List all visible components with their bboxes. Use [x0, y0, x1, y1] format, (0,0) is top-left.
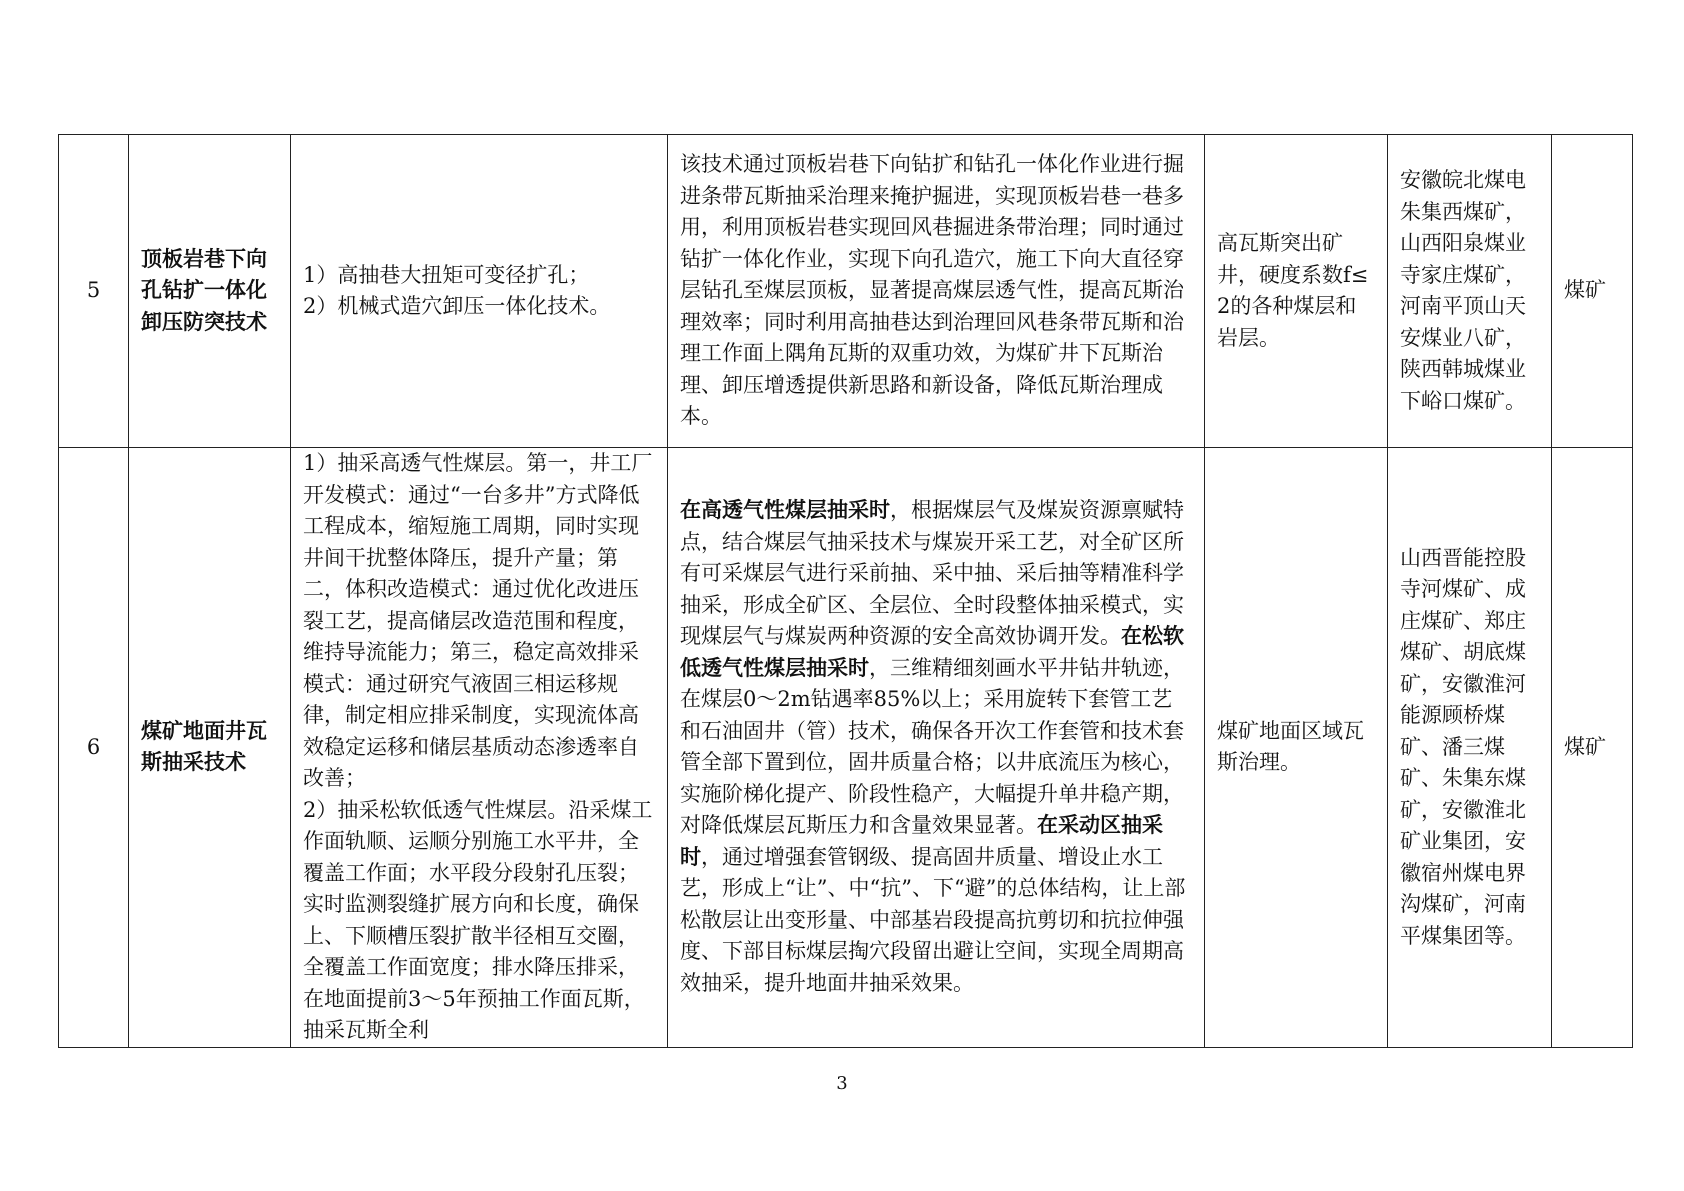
equipment-item: 1）高抽巷大扭矩可变径扩孔； — [303, 262, 590, 287]
equipment-item: 2）机械式造穴卸压一体化技术。 — [303, 294, 611, 318]
application-cases: 山西晋能控股寺河煤矿、成庄煤矿、郑庄煤矿、胡底煤矿，安徽淮河能源顾桥煤矿、潘三煤矿、朱集东煤矿，安徽淮北矿业集团，安徽宿州煤电界沟煤矿，河南平煤集团等。 — [1388, 448, 1552, 1048]
description-emphasis: 在松软低透气性煤层抽采时 — [680, 624, 1184, 680]
equipment-cell — [291, 135, 668, 448]
industry-category: 煤矿 — [1552, 135, 1633, 448]
industry-category: 煤矿 — [1552, 448, 1633, 1048]
row-number: 6 — [59, 448, 129, 1048]
description-text: ，通过增强套管钢级、提高固井质量、增设止水工艺，形成上“让”、中“抗”、下“避”的总体结构，让上部松散层让出变形量、中部基岩段提高抗剪切和抗拉伸强度、下部目标煤层掏穴段留出避让空间，实现全周期高效抽采，提升地面井抽采效果。 — [680, 844, 1186, 995]
application-cases: 安徽皖北煤电朱集西煤矿，山西阳泉煤业寺家庄煤矿，河南平顶山天安煤业八矿，陕西韩城煤业下峪口煤矿。 — [1388, 135, 1552, 448]
table-row — [59, 448, 1633, 1048]
description-text: ，根据煤层气及煤炭资源禀赋特点，结合煤层气抽采技术与煤炭开采工艺，对全矿区所有可采煤层气进行采前抽、采中抽、采后抽等精准科学抽采，形成全矿区、全层位、全时段整体抽采模式，实现煤层气与煤炭两种资源的安全高效协调开发。 — [680, 498, 1184, 649]
equipment-item: 2）抽采松软低透气性煤层。沿采煤工作面轨顺、运顺分别施工水平井，全覆盖工作面；水平段分段射孔压裂；实时监测裂缝扩展方向和长度，确保上、下顺槽压裂扩散半径相互交圈，全覆盖工作面宽度；排水降压排采，在地面提前3～5年预抽工作面瓦斯，抽采瓦斯全利 — [303, 797, 653, 1042]
equipment-cell — [291, 448, 668, 1048]
row-number: 5 — [59, 135, 129, 448]
technology-name: 顶板岩巷下向孔钻扩一体化卸压防突技术 — [129, 135, 291, 448]
description-text: ，三维精细刻画水平井钻井轨迹，在煤层0～2m钻遇率85%以上；采用旋转下套管工艺和石油固井（管）技术，确保各开次工作套管和技术套管全部下置到位，固井质量合格；以井底流压为核心，实施阶梯化提产、阶段性稳产，大幅提升单井稳产期，对降低煤层瓦斯压力和含量效果显著。 — [680, 655, 1184, 838]
description-emphasis: 在高透气性煤层抽采时 — [680, 498, 890, 523]
technology-name: 煤矿地面井瓦斯抽采技术 — [129, 448, 291, 1048]
application-scope: 高瓦斯突出矿井，硬度系数f≤2的各种煤层和岩层。 — [1205, 135, 1388, 448]
technology-description: 该技术通过顶板岩巷下向钻扩和钻孔一体化作业进行掘进条带瓦斯抽采治理来掩护掘进，实现顶板岩巷一巷多用，利用顶板岩巷实现回风巷掘进条带治理；同时通过钻扩一体化作业，实现下向孔造穴，施工下向大直径穿层钻孔至煤层顶板，显著提高煤层透气性，提高瓦斯治理效率；同时利用高抽巷达到治理回风巷条带瓦斯和治理工作面上隅角瓦斯的双重功效，为煤矿井下瓦斯治理、卸压增透提供新思路和新设备，降低瓦斯治理成本。 — [668, 135, 1205, 448]
page-number: 3 — [836, 1073, 848, 1094]
description-emphasis: 在采动区抽采时 — [680, 813, 1163, 869]
application-scope: 煤矿地面区域瓦斯治理。 — [1205, 448, 1388, 1048]
technology-table — [58, 134, 1633, 1048]
technology-description — [668, 448, 1205, 1048]
equipment-item: 1）抽采高透气性煤层。第一，井工厂开发模式：通过“一台多井”方式降低工程成本，缩短施工周期，同时实现井间干扰整体降压，提升产量；第二，体积改造模式：通过优化改进压裂工艺，提高储层改造范围和程度，维持导流能力；第三，稳定高效排采模式：通过研究气液固三相运移规律，制定相应排采制度，实现流体高效稳定运移和储层基质动态渗透率自改善； — [303, 451, 653, 790]
table-row — [59, 135, 1633, 448]
